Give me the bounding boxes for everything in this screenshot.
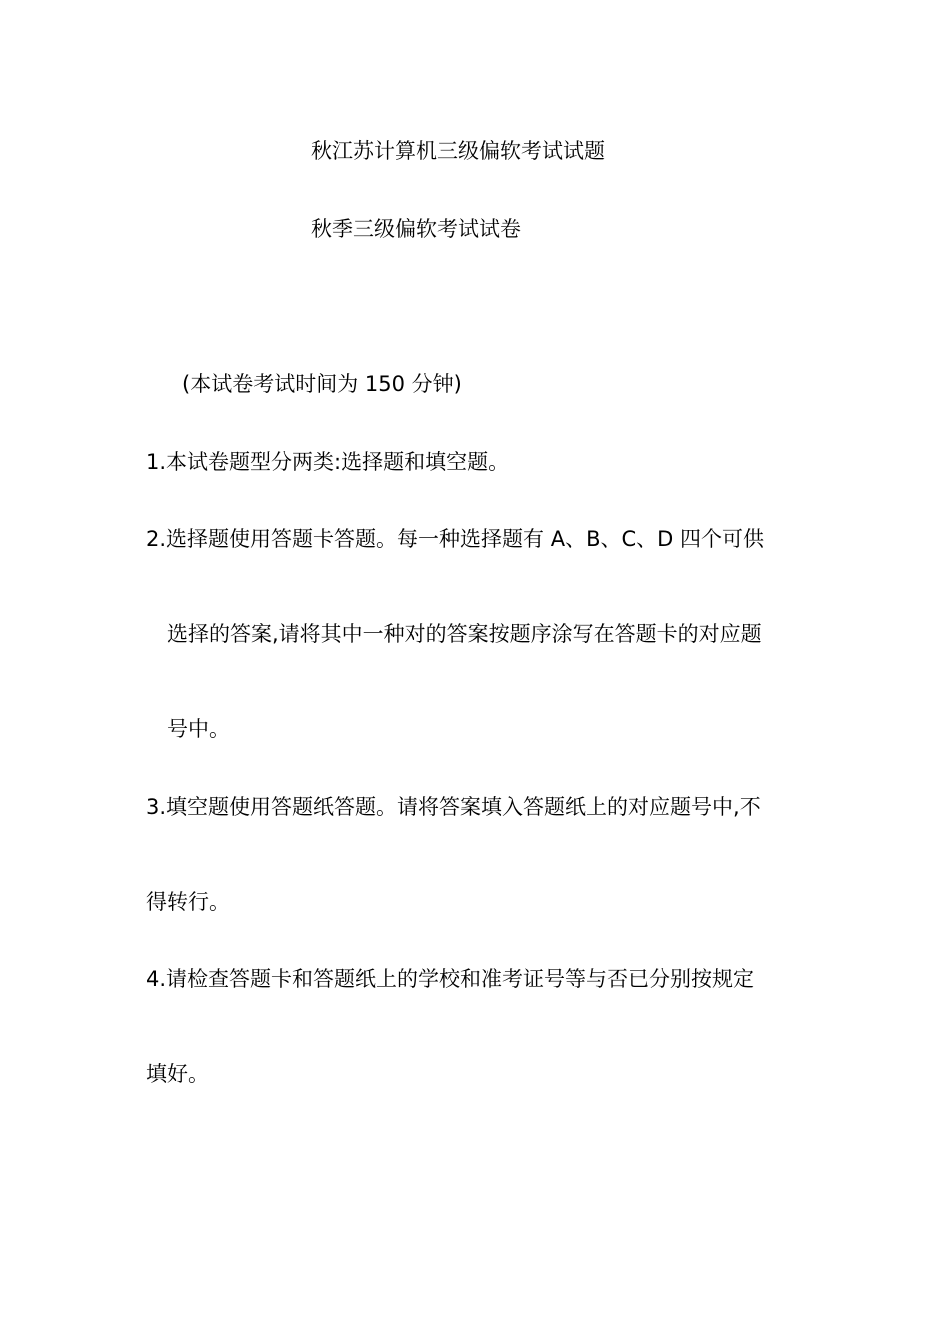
- instruction-2-line-2: 选择的答案,请将其中一种对的答案按题序涂写在答题卡的对应题: [167, 622, 762, 646]
- document-subtitle: 秋季三级偏软考试试卷: [311, 217, 521, 241]
- instruction-4-line-2: 填好。: [146, 1062, 209, 1086]
- instruction-4-line-1: 4.请检查答题卡和答题纸上的学校和准考证号等与否已分别按规定: [146, 967, 755, 991]
- instruction-3-line-2: 得转行。: [146, 890, 230, 914]
- instruction-2-line-3: 号中。: [167, 717, 230, 741]
- instruction-1-line-1: 1.本试卷题型分两类:选择题和填空题。: [146, 450, 510, 474]
- instruction-2-line-1: 2.选择题使用答题卡答题。每一种选择题有 A、B、C、D 四个可供: [146, 527, 764, 551]
- document-title: 秋江苏计算机三级偏软考试试题: [311, 139, 605, 163]
- instruction-3-line-1: 3.填空题使用答题纸答题。请将答案填入答题纸上的对应题号中,不: [146, 795, 761, 819]
- exam-time-note: (本试卷考试时间为 150 分钟): [182, 372, 462, 396]
